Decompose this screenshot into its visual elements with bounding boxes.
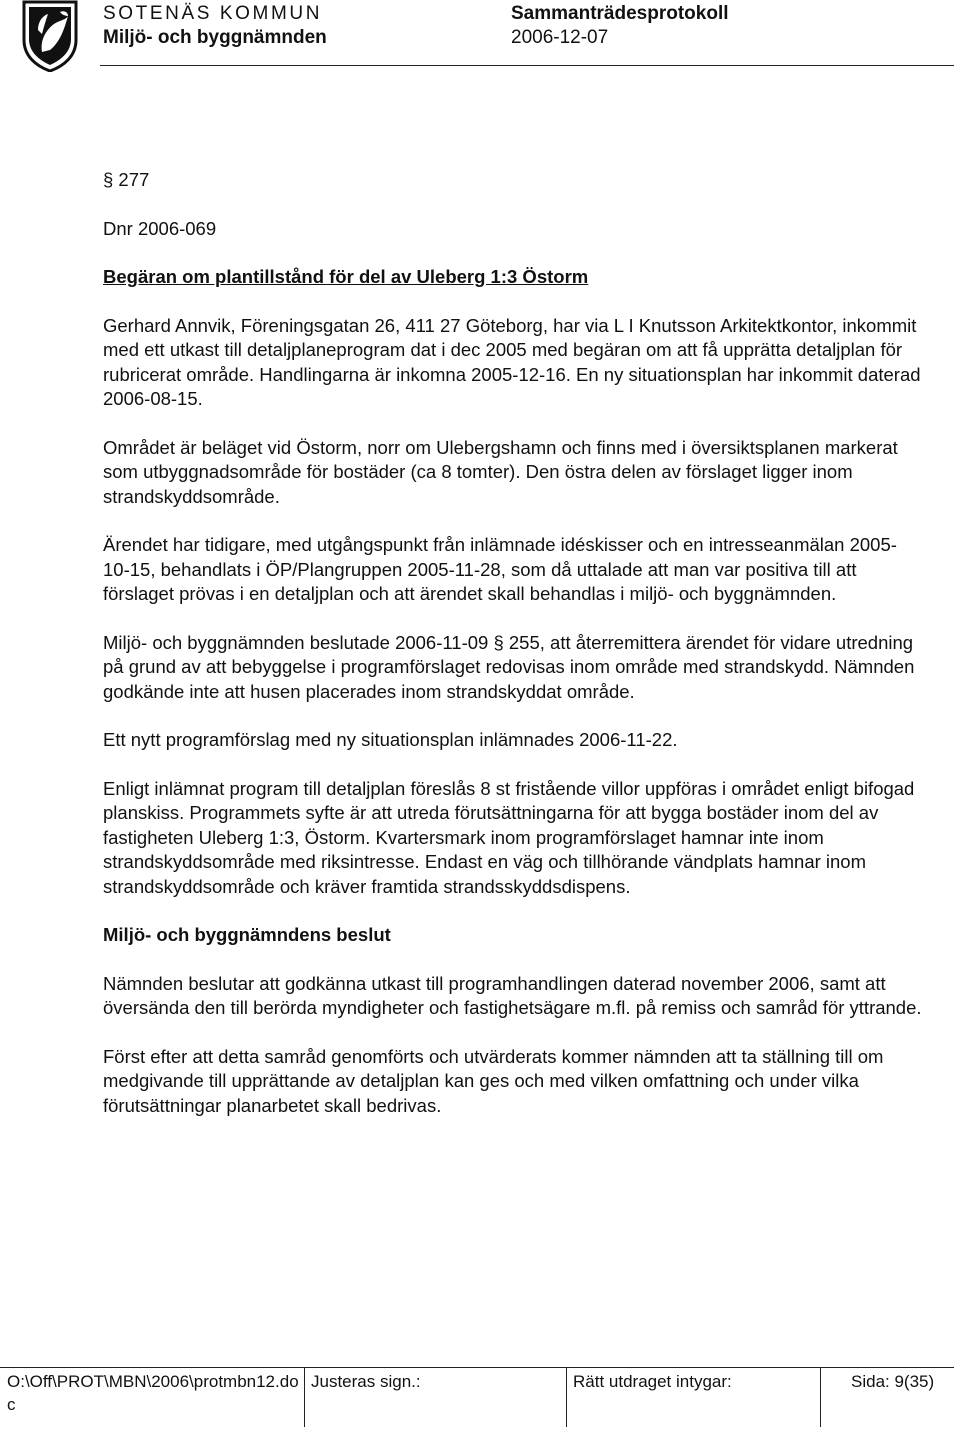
header-date: 2006-12-07: [511, 27, 609, 48]
footer-separator: [820, 1367, 821, 1427]
decision-heading: Miljö- och byggnämndens beslut: [103, 924, 391, 945]
body-paragraph: Miljö- och byggnämnden beslutade 2006-11-09 § 255, att återremittera ärendet för vidare utredning på grund av att bebyggelse i programförslaget redovisas inom område med strandskydd. Nämnden godkände inte att husen placerades inom strandskyddat område.: [103, 631, 915, 702]
document-body: [103, 168, 923, 1118]
footer-separator: [304, 1367, 305, 1427]
municipality-crest-logo: [20, 0, 80, 72]
header-divider: [100, 65, 954, 66]
case-number: § 277: [103, 169, 150, 190]
footer-adjusted-sign: Justeras sign.:: [311, 1372, 421, 1391]
case-dnr: Dnr 2006-069: [103, 217, 217, 239]
footer-page-number: Sida: 9(35): [851, 1372, 935, 1391]
footer-separator: [566, 1367, 567, 1427]
decision-paragraph: Först efter att detta samråd genomförts och utvärderats kommer nämnden att ta ställning till om medgivande till upprättande av detaljplan kan ges och med vilken omfattning och under vilka förutsättningar planarbetet skall bedrivas.: [103, 1045, 884, 1116]
case-title: Begäran om plantillstånd för del av Uleberg 1:3 Östorm: [103, 266, 589, 287]
footer-certified: Rätt utdraget intygar:: [573, 1372, 732, 1391]
footer-divider: [0, 1367, 954, 1368]
header-committee: Miljö- och byggnämnden: [103, 27, 327, 48]
body-paragraph: Ett nytt programförslag med ny situationsplan inlämnades 2006-11-22.: [103, 729, 678, 750]
decision-paragraph: Nämnden beslutar att godkänna utkast till programhandlingen daterad november 2006, samt att översända den till berörda myndigheter och fastighetsägare m.fl. på remiss och samråd för yttrande.: [103, 972, 922, 1018]
body-paragraph: Enligt inlämnat program till detaljplan föreslås 8 st fristående villor uppföras i området enligt bifogad planskiss. Programmets syfte är att utreda förutsättningarna för att bygga bostäder inom del av fastigheten Uleberg 1:3, Östorm. Kvartersmark inom programförslaget hamnar inte inom strandskyddsområde med riksintresse. Endast en väg och tillhörande vändplats hamnar inom strandskyddsområde och kräver framtida strandsskyddsdispens.: [103, 777, 915, 897]
header-organization: SOTENÄS KOMMUN: [103, 3, 323, 24]
body-paragraph: Området är beläget vid Östorm, norr om Ulebergshamn och finns med i översiktsplanen markerat som utbyggnadsområde för bostäder (ca 8 tomter). Den östra delen av förslaget ligger inom strandskyddsområde.: [103, 436, 898, 507]
page-footer: [0, 1367, 960, 1433]
header-document-type: Sammanträdesprotokoll: [511, 3, 729, 24]
footer-file-path: O:\Off\PROT\MBN\2006\protmbn12.doc: [7, 1372, 299, 1414]
body-paragraph: Ärendet har tidigare, med utgångspunkt från inlämnade idéskisser och en intresseanmälan 2005-10-15, behandlats i ÖP/Plangruppen 2005-11-28, som då uttalade att man var positiva till att förslaget prövas i en detaljplan och att ärendet skall behandlas i miljö- och byggnämnden.: [103, 534, 897, 604]
body-paragraph: Gerhard Annvik, Föreningsgatan 26, 411 27 Göteborg, har via L I Knutsson Arkitektkontor, inkommit med ett utkast till detaljplaneprogram dat i dec 2005 med begäran om att få upprätta detaljplan för rubricerat område. Handlingarna är inkomna 2005-12-16. En ny situationsplan har inkommit daterad 2006-08-15.: [103, 314, 921, 409]
